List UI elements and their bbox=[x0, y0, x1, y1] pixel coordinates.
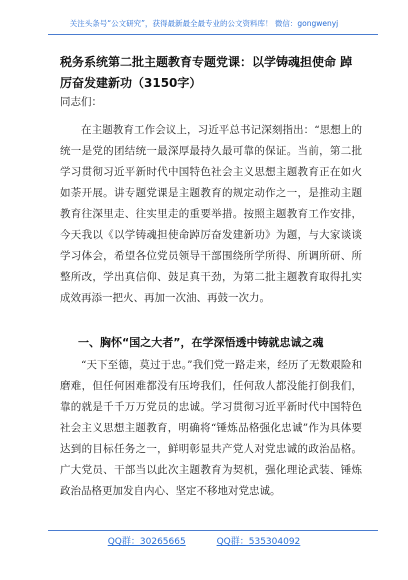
footer bbox=[0, 534, 408, 547]
footer-qq-link-2[interactable]: QQ群：535304092 bbox=[216, 537, 301, 547]
salutation: 同志们： bbox=[60, 96, 102, 108]
paragraph-intro: 在主题教育工作会议上，习近平总书记深刻指出：“思想上的统一是党的团结统一最深厚最持久最可靠的保证。当前，第二批学习贯彻习近平新时代中国特色社会主义思想主题教育正在如火如荼开展。讲专题党课是主题教育的规定动作之一，是推动主题教育往深里走、往实里走的重要举措。按照主题教育工作安排，今天我以《以学铸魂担使命踔厉奋发建新功》为题，与大家谈谈学习体会，希望各位党员领导干部围绕所学所得、所调所研、所整所改，学出真信仰、鼓足真干劲，为第二批主题教育取得扎实成效再添一把火、再加一次油、再鼓一次力。 bbox=[60, 124, 362, 304]
section-heading: 一、胸怀“国之大者”，在学深悟透中铸就忠诚之魂 bbox=[78, 336, 324, 349]
footer-divider bbox=[48, 530, 378, 531]
footer-qq-link-1[interactable]: QQ群：30265665 bbox=[107, 537, 186, 547]
header-banner: 关注头条号“公文研究”，获得最新最全最专业的公文资料库！ 微信：gongwenyj bbox=[69, 19, 339, 28]
document-title: 税务系统第二批主题教育专题党课：以学铸魂担使命 踔厉奋发建新功（3150字） bbox=[60, 55, 353, 90]
header-divider bbox=[48, 34, 378, 35]
paragraph-section-1: “天下至德，莫过于忠。”我们党一路走来，经历了无数艰险和磨难，但任何困难都没有压垮我们，任何敌人都没能打倒我们，靠的就是千千万万党员的忠诚。学习贯彻习近平新时代中国特色社会主义思想主题教育，明确将“锤炼品格强化忠诚”作为具体要达到的目标任务之一，鲜明彰显共产党人对党忠诚的政治品格。广大党员、干部当以此次主题教育为契机，强化理论武装、锤炼政治品格更加发自内心、坚定不移地对党忠诚。 bbox=[60, 359, 362, 497]
